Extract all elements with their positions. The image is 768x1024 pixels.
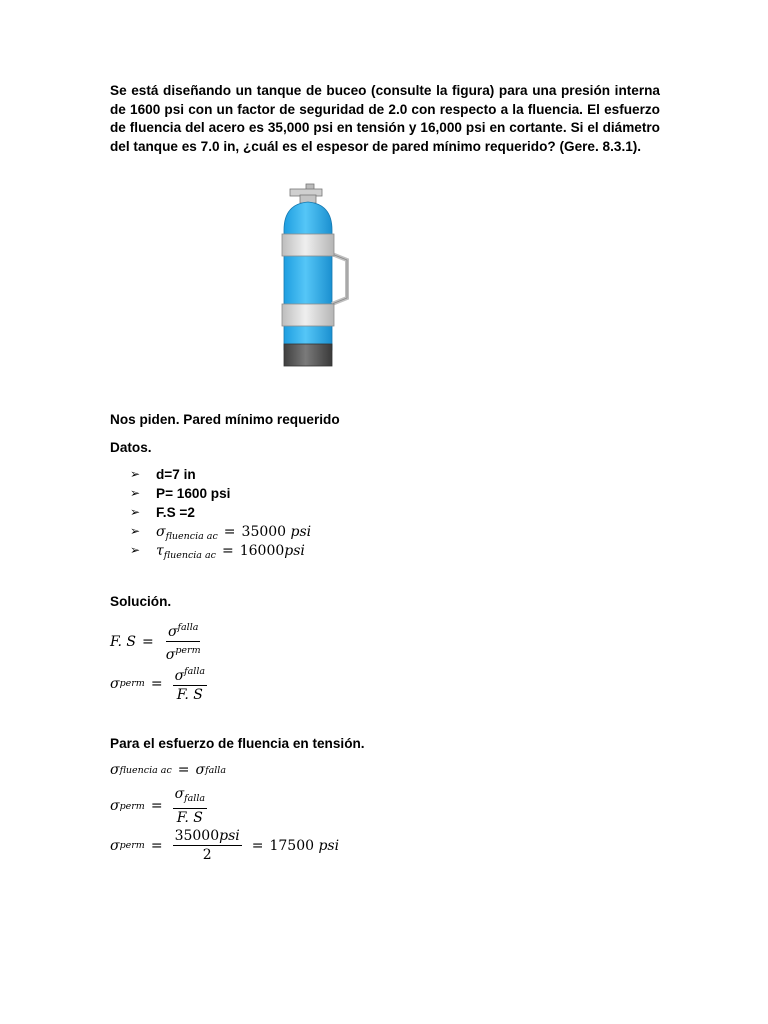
arrow-bullet-icon: ➢ <box>130 505 141 519</box>
tension-heading: Para el esfuerzo de fluencia en tensión. <box>110 736 365 751</box>
arrow-bullet-icon: ➢ <box>130 524 141 538</box>
arrow-bullet-icon: ➢ <box>130 543 141 557</box>
yield-equals-failure-equation: σ fluencia ac = σ falla <box>110 762 227 778</box>
datos-list <box>130 467 311 562</box>
arrow-bullet-icon: ➢ <box>130 486 141 500</box>
list-item <box>130 524 311 543</box>
arrow-bullet-icon: ➢ <box>130 467 141 481</box>
datos-heading: Datos. <box>110 440 152 455</box>
list-item <box>130 543 311 562</box>
allowable-stress-result: σ perm = $\frac{\text{35000psi}}{2}$ = 17500 psi <box>110 828 340 863</box>
problem-statement: Se está diseñando un tanque de buceo (consulte la figura) para una presión interna de 1600 psi con un factor de seguridad de 2.0 con respecto a la fluencia. El esfuerzo de fluencia del acero es 35,000 psi en tensión y 16,000 psi en cortante. Si el diámetro del tanque es 7.0 in, ¿cuál es el espesor de pared mínimo requerido? (Gere. 8.3.1). <box>110 83 660 154</box>
list-item: ➢ P= 1600 psi <box>130 486 231 501</box>
safety-factor-equation: F. S = $\frac{\sigma^{falla}}{\sigma^{perm}}$ <box>110 622 201 663</box>
list-item: ➢ d=7 in <box>130 467 196 482</box>
allowable-stress-substitution: σ perm = $\frac{\sigma_{falla}}{F. S}$ <box>110 786 206 826</box>
allowable-stress-equation: σ perm = $\frac{\sigma^{falla}}{F. S}$ <box>110 666 206 703</box>
solucion-heading: Solución. <box>110 594 172 609</box>
requested-line: Nos piden. Pared mínimo requerido <box>110 412 340 427</box>
tau-yield-formula: $\tau_{fluencia ac} = 16000psi$ <box>156 543 305 561</box>
scuba-tank-figure <box>270 180 370 370</box>
list-item: ➢ F.S =2 <box>130 505 195 520</box>
sigma-yield-formula: $\sigma_{fluencia ac} = 35000$ psi <box>156 524 312 542</box>
